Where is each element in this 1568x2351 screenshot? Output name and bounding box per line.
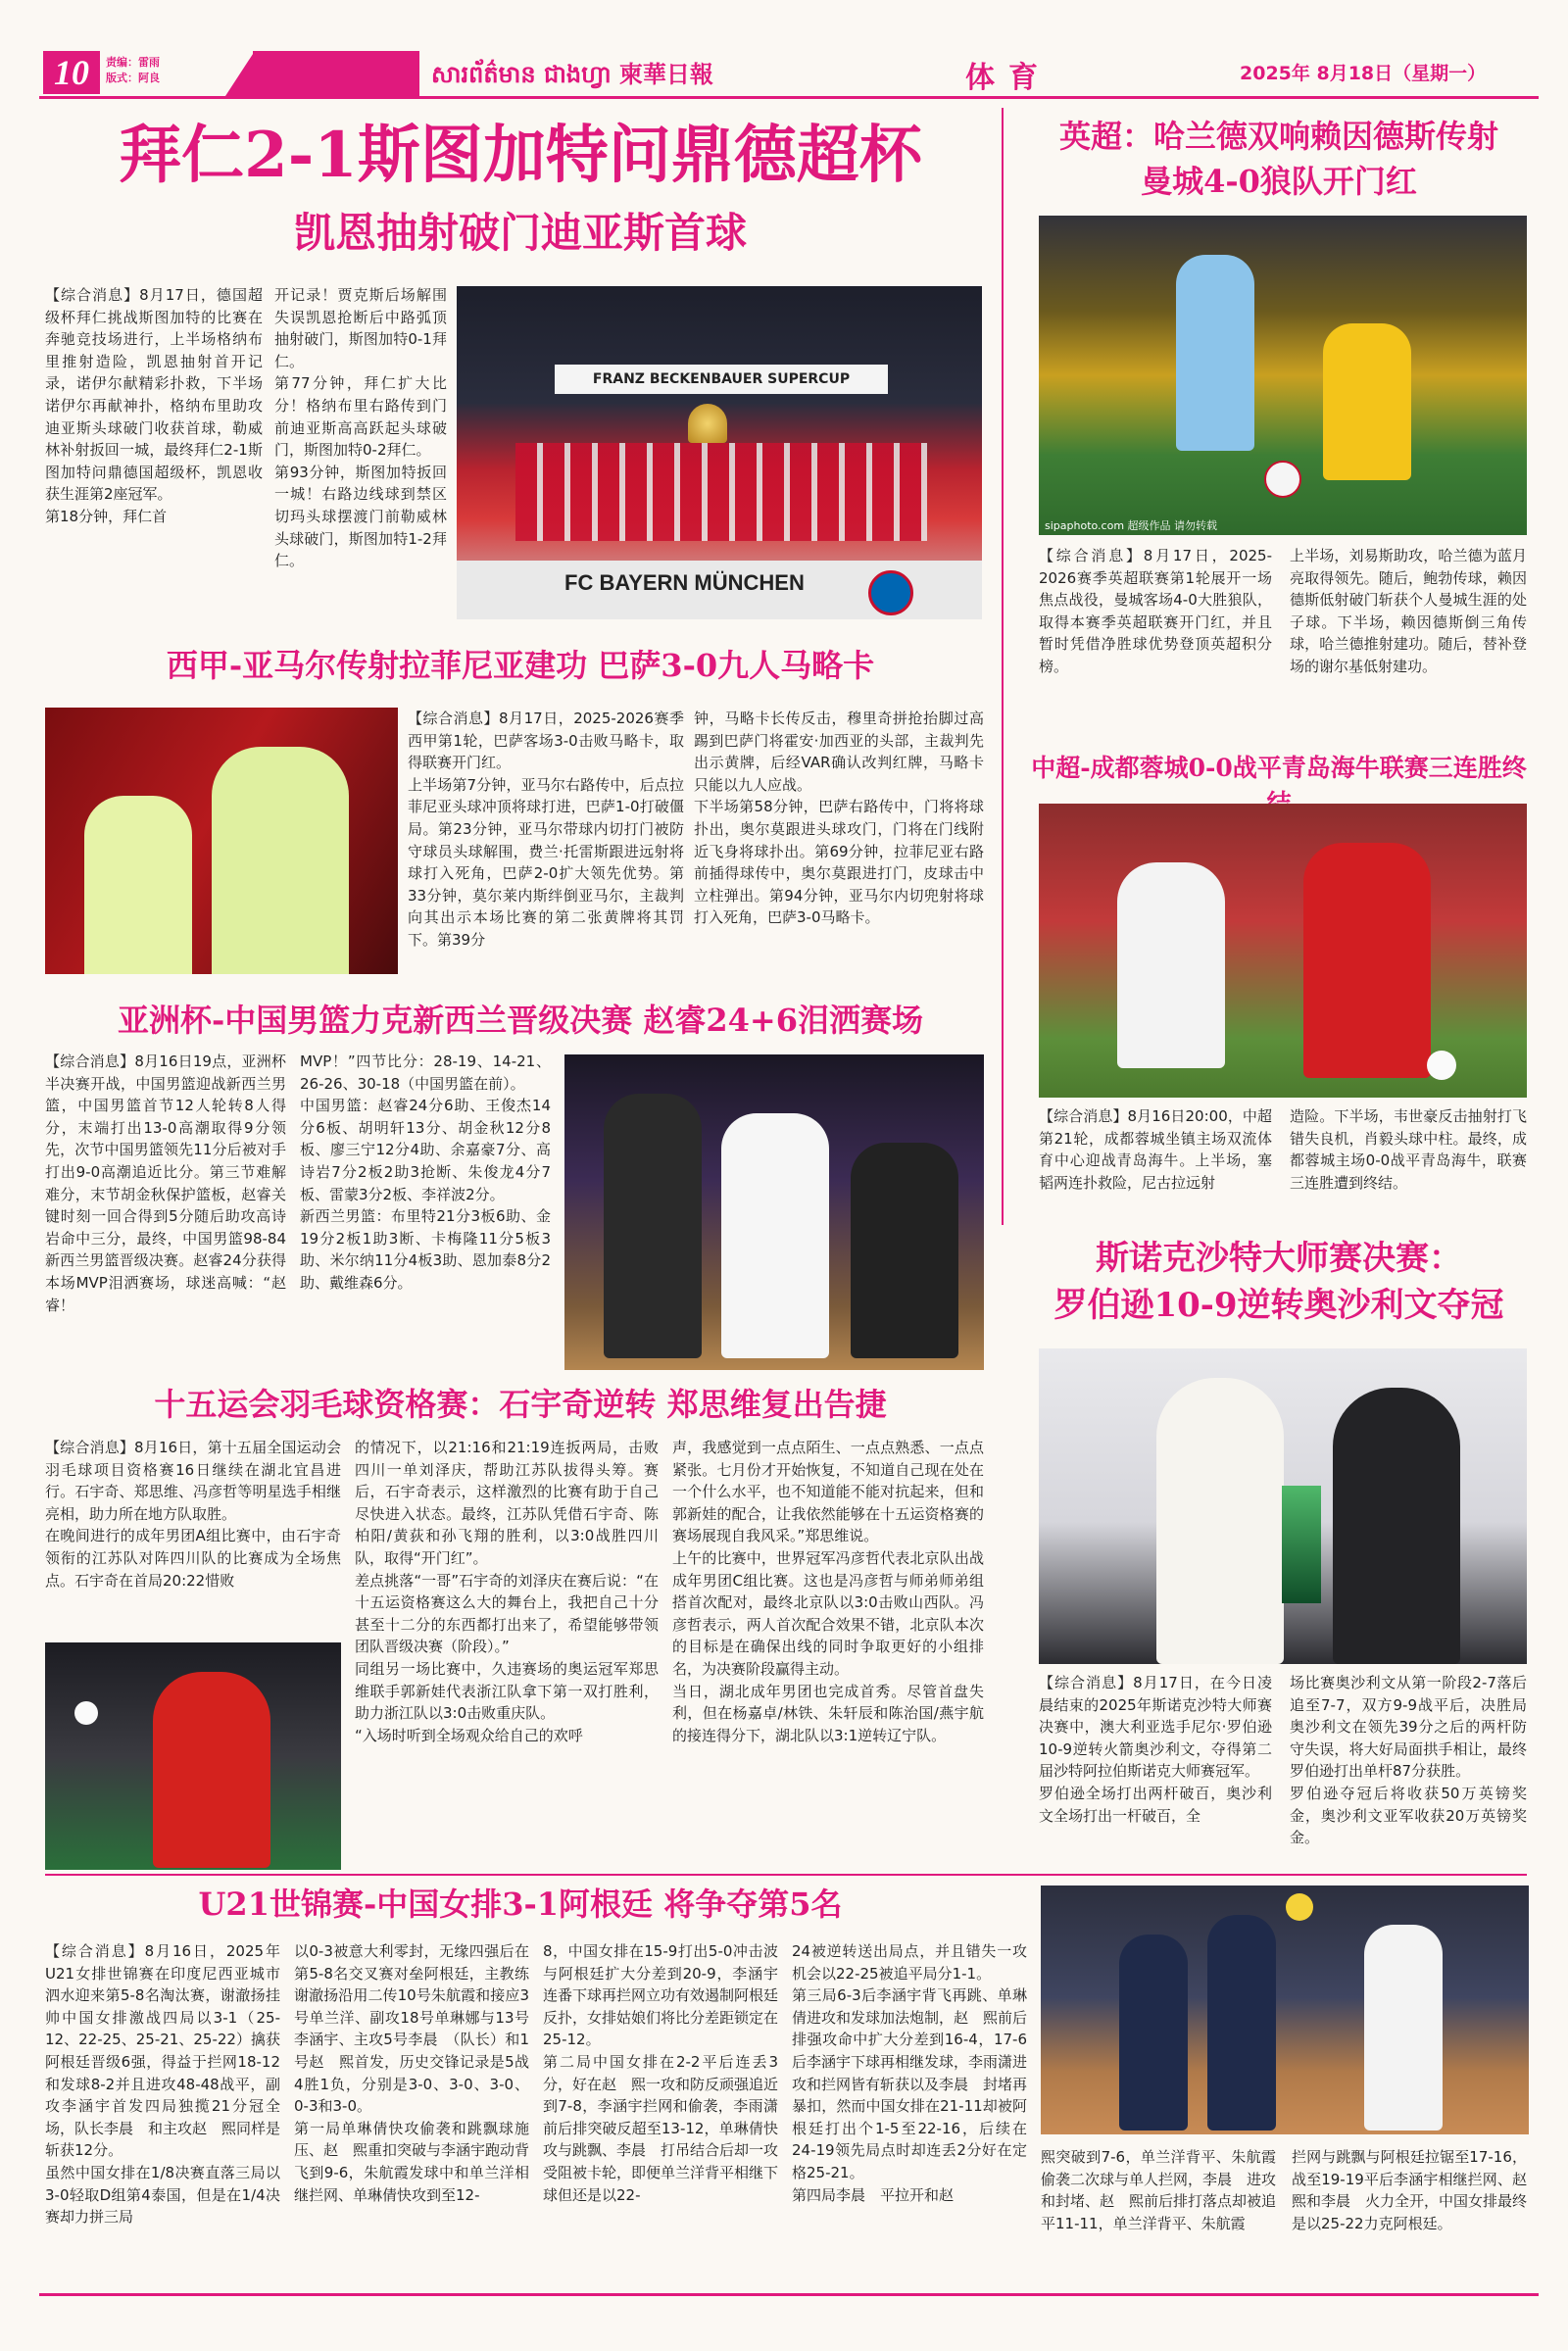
volleyball-text-col4: 24被逆转送出局点，并且错失一攻机会以22-25被追平局分1-1。 第三局6-3后李涵宇背飞再跳、单琳倩进攻和发球加法炮制，赵 熙前后排强攻命中扩大分差到16-4，17-6后李涵宇下球再相继发球，李雨潇进攻和拦网皆有斩获以及李晨 封堵再暴扣，然而中国女排在21-11却被阿根廷打出个1-5至22-16，后续在24-19领先局点时却连丢2分好在定格25-21。 第四局李晨 平拉开和赵 [792,1942,1028,2204]
shi-yuqi-figure [153,1672,270,1868]
csl-headline: 中超-成都蓉城0-0战平青岛海牛联赛三连胜终 [1031,754,1527,782]
chengdu-player [1303,843,1431,1078]
presenter-figure [1156,1378,1284,1664]
bayern-text-col2: 开记录！贾克斯后场解围失误凯恩抢断后中路弧顶抽射破门，斯图加特0-1拜仁。 第77分钟，拜仁扩大比分！格纳布里右路传到门前迪亚斯高高跃起头球破门，斯图加特0-2拜仁。 第93分钟，斯图加特扳回一城！右路边线球到禁区切玛头球摆渡门前勒威林头球破门，斯图加特1-2拜仁。 [274,286,447,570]
editor-line-1: 责编：雷雨 [106,56,160,69]
volleyball-text-col1: 【综合消息】8月16日，2025年U21女排世锦赛在印度尼西亚城市泗水迎来第5-8名淘汰赛，谢澈扬挂帅中国女排激战四局以3-1（25-12、22-25、25-21、25-22）擒获阿根廷晋级6强，得益于拦网18-12和发球8-2并且进攻48-48战平，副攻李涵宇首发四局独揽21分冠全场，队长李晨 和主攻赵 熙同样是斩获12分。 虽然中国女排在1/8决赛直落三局以3-0轻取D组第4泰国，但是在1/4决赛却力拼三局 [45,1942,281,2227]
qingdao-player [1117,862,1225,1068]
editor-credits [106,55,160,86]
china-player-volleyball [1364,1925,1443,2131]
section-title: 体育 [965,61,1052,95]
header-rule [39,96,1539,99]
editor-line-2: 版式：阿良 [106,72,160,84]
volleyball-text-col3: 8，中国女排在15-9打出5-0冲击波与阿根廷扩大分差到20-9，李涵宇连番下球再拦网立功有效遏制阿根廷反扑，女排姑娘们将比分差距锁定在25-12。 第二局中国女排在2-2平后连丢3分，好在赵 熙一攻和防反顽强追近到7-8，李涵宇拦网和偷袭，李雨潇前后排突破反超至13-12，单琳倩快攻与跳飘、李晨 打吊结合后却一攻受阻被卡轮，即便单兰洋背平相继下球但还是以22- [543,1942,779,2204]
volleyball-text-col5: 熙突破到7-6，单兰洋背平、朱航霞偷袭二次球与单人拦网，李晨 进攻和封堵、赵 熙前后排打落点却被追平11-11，单兰洋背平、朱航霞 [1041,2148,1277,2232]
badminton-photo [45,1642,341,1870]
trophy-icon [688,404,727,443]
argentina-player-2 [1207,1915,1276,2131]
bayern-headline: 拜仁2-1斯图加特问鼎德超杯 [119,119,922,192]
shuttlecock-icon [74,1701,98,1725]
csl-text-col2: 造险。下半场，韦世豪反击抽射打飞错失良机，肖毅头球中柱。最终，成都蓉城主场0-0战平青岛海牛，联赛三连胜遭到终结。 [1290,1107,1527,1192]
basketball-text-col2: MVP！”四节比分：28-19、14-21、26-26、30-18（中国男篮在前）。 中国男篮：赵睿24分6助、王俊杰14分6板、胡明轩13分、胡金秋12分8板、廖三宁12分4助、余嘉豪7分、高诗岩7分2板2助3抢断、朱俊龙4分7板、雷蒙3分2板、李祥波2分。 新西兰男篮：布里特21分3板6助、金19分2板1助3断、卡梅隆11分5板3助、米尔纳11分4板3助、恩加泰8分2助、戴维森6分。 [300,1053,551,1292]
basketball-headline: 亚洲杯-中国男篮力克新西兰晋级决赛 赵睿24+6泪洒赛场 [117,1002,924,1039]
masthead: សារព័ត៌មាន ជាងហ្វា 柬華日報 [431,60,713,88]
snooker-text-col1: 【综合消息】8月17日，在今日凌晨结束的2025年斯诺克沙特大师赛决赛中，澳大利亚选手尼尔·罗伯逊10-9逆转火箭奥沙利文，夺得第二届沙特阿拉伯斯诺克大师赛冠军。 罗伯逊全场打出两杆破百，奥沙利文全场打出一杆破百，全 [1039,1674,1272,1825]
header-slant-decoration [225,51,255,96]
trophy-icon-snooker [1282,1486,1321,1603]
fcb-banner: FC BAYERN MÜNCHEN [564,570,805,595]
supercup-banner: FRANZ BECKENBAUER SUPERCUP [555,365,888,394]
header-bar-decoration [253,51,419,96]
premier-match-photo [1039,216,1527,535]
badminton-text-col3: 声，我感觉到一点点陌生、一点点熟悉、一点点紧张。七月份才开始恢复，不知道自己现在处在一个什么水平，也不知道能不能对抗起来，但和郭新娃的配合，让我依然能够在十五运资格赛的赛场展现自我风采。”郑思维说。 上午的比赛中，世界冠军冯彦哲代表北京队出战成年男团C组比赛。这也是冯彦哲与师弟师弟组搭首次配对，最终北京队以3:0击败山西队。冯彦哲表示，两人首次配合效果不错，北京队本次的目标是在确保出线的同时争取更好的小组排名，为决赛阶段赢得主动。 当日，湖北成年男团也完成首秀。尽管首盘失利，但在杨嘉卓/林铁、朱轩辰和陈治国/燕宇航的接连得分下，湖北队以3:1逆转辽宁队。 [672,1439,984,1744]
snooker-headline-1: 斯诺克沙特大师赛决赛： [1096,1239,1462,1278]
premier-headline-2: 曼城4-0狼队开门红 [1141,163,1417,200]
bayern-text-col1: 【综合消息】8月17日，德国超级杯拜仁挑战斯图加特的比赛在奔驰竞技场进行，上半场格纳布里推射造险，凯恩抽射首开记录，诺伊尔献精彩扑救，下半场诺伊尔再献神扑，格纳布里助攻迪亚斯头球破门收获首球，勒威林补射扳回一城，最终拜仁2-1斯图加特问鼎德国超级杯，凯恩收获生涯第2座冠军。 第18分钟，拜仁首 [45,286,263,525]
csl-text-col1: 【综合消息】8月16日20:00，中超第21轮，成都蓉城坐镇主场双流体育中心迎战青岛海牛。上半场，塞韬两连扑救险，尼古拉远射 [1039,1107,1272,1192]
city-player [1176,255,1254,451]
badminton-text-col2: 的情况下，以21:16和21:19连扳两局，击败四川一单刘泽庆，帮助江苏队拔得头筹。赛后，石宇奇表示，这样激烈的比赛有助于自己尽快进入状态。最终，江苏队凭借石宇奇、陈柏阳/黄荻和孙飞翔的胜利，以3:0战胜四川队，取得“开门红”。 差点挑落“一哥”石宇奇的刘泽庆在赛后说：“在十五运资格赛这么大的舞台上，我把自己十分甚至十二分的东西都打出来了，希望能够带领团队晋级决赛（阶段）。” 同组另一场比赛中，久违赛场的奥运冠军郑思维联手郭新娃代表浙江队拿下第一双打胜利，助力浙江队以3:0击败重庆队。 “入场时听到全场观众给自己的欢呼 [355,1439,659,1744]
csl-match-photo [1039,804,1527,1098]
volleyball-icon [1286,1893,1313,1921]
premier-text-col2: 上半场，刘易斯助攻，哈兰德为蓝月亮取得领先。随后，鲍勃传球，赖因德斯低射破门斩获个人曼城生涯的处子球。下半场，赖因德斯倒三角传球，哈兰德推射建功。随后，替补登场的谢尔基低射建功。 [1290,547,1527,675]
snooker-trophy-photo [1039,1348,1527,1664]
volleyball-headline: U21世锦赛-中国女排3-1阿根廷 将争夺第5名 [198,1886,843,1923]
wolves-player [1323,323,1411,480]
laliga-celebration-photo [45,708,398,974]
bayern-trophy-photo [457,286,982,619]
robertson-figure [1333,1388,1460,1664]
players-group [515,443,927,541]
volleyball-top-rule [45,1874,1527,1876]
snooker-headline-2: 罗伯逊10-9逆转奥沙利文夺冠 [1054,1286,1504,1325]
basketball-text-col1: 【综合消息】8月16日19点，亚洲杯半决赛开战，中国男篮迎战新西兰男篮，中国男篮首节12人轮转8人得分，末端打出13-0高潮取得9分领先，次节中国男篮领先11分后被对手打出9-0高潮追近比分。第三节难解难分，末节胡金秋保护篮板，赵睿关键时刻一回合得到5分随后助攻高诗岩命中三分，最终，中国男篮98-84新西兰男篮晋级决赛。赵睿24分获得本场MVP泪洒赛场，球迷高喊：“赵睿！ [45,1053,286,1314]
barca-player-1 [84,796,192,974]
bayern-subhead: 凯恩抽射破门迪亚斯首球 [293,209,747,257]
issue-date: 2025年 8月18日（星期一） [1240,63,1487,84]
column-divider [1002,108,1004,1225]
laliga-text-col1: 【综合消息】8月17日，2025-2026赛季西甲第1轮，巴萨客场3-0击败马略卡，取得联赛开门红。 上半场第7分钟，亚马尔右路传中，后点拉菲尼亚头球冲顶将球打进，巴萨1-0打破僵局。第23分钟，亚马尔带球内切打门被防守球员头球解围，费兰·托雷斯跟进远射将球打入死角，巴萨2-0扩大领先优势。第33分钟，莫尔莱内斯绊倒亚马尔，主裁判向其出示本场比赛的第二张黄牌将其罚下。第39分 [408,710,684,949]
snooker-text-col2: 场比赛奥沙利文从第一阶段2-7落后追至7-7，双方9-9战平后，决胜局奥沙利文在领先39分之后的两杆防守失误，将大好局面拱手相让，最终罗伯逊打出单杆87分获胜。 罗伯逊夺冠后将收获50万英镑奖金，奥沙利文亚军收获20万英镑奖金。 [1290,1674,1527,1847]
basketball-photo [564,1054,984,1370]
volleyball-photo [1041,1886,1529,2134]
premier-headline-1: 英超：哈兰德双响赖因德斯传射 [1058,118,1498,155]
volleyball-text-col6: 拦网与跳飘与阿根廷拉锯至17-16，战至19-19平后李涵宇相继拦网、赵 熙和李晨 火力全开，中国女排最终是以25-22力克阿根廷。 [1292,2148,1543,2232]
badminton-headline: 十五运会羽毛球资格赛：石宇奇逆转 郑思维复出告捷 [154,1386,887,1423]
volleyball-text-col2: 以0-3被意大利零封，无缘四强后在第5-8名交叉赛对垒阿根廷，主教练谢澈扬沿用二传10号朱航霞和接应3号单兰洋、副攻18号单琳娜与13号李涵宇、主攻5号李晨 （队长）和1号赵 熙首发，历史交锋记录是5战4胜1负，分别是3-0、3-0、3-0、0-3和3-0。 第一局单琳倩快攻偷袭和跳飘球施压、赵 熙重扣突破与李涵宇跑动背飞到9-6，朱航霞发球中和单兰洋相继拦网、单琳倩快攻到至12- [294,1942,530,2204]
footer-rule [39,2293,1539,2296]
badminton-text-col1: 【综合消息】8月16日，第十五届全国运动会羽毛球项目资格赛16日继续在湖北宜昌进行。石宇奇、郑思维、冯彦哲等明星选手相继亮相，助力所在地方队取胜。 在晚间进行的成年男团A组比赛中，由石宇奇领衔的江苏队对阵四川队的比赛成为全场焦点。石宇奇在首局20:22惜败 [45,1439,341,1590]
bayern-logo-icon [868,570,913,615]
premier-text-col1: 【综合消息】8月17日，2025-2026赛季英超联赛第1轮展开一场焦点战役，曼城客场4-0大胜狼队，取得本赛季英超联赛开门红，并且暂时凭借净胜球优势登顶英超积分榜。 [1039,547,1272,675]
laliga-text-col2: 钟，马略卡长传反击，穆里奇拼抢抬脚过高踢到巴萨门将霍安·加西亚的头部，主裁判先出示黄牌，后经VAR确认改判红牌，马略卡只能以九人应战。 下半场第58分钟，巴萨右路传中，门将将球扑出，奥尔莫跟进头球攻门，门将在门线附近飞身将球扑出。第69分钟，拉菲尼亚右路前插得球传中，奥尔莫跟进打门，皮球击中立柱弹出。第94分钟，亚马尔内切兜射将球打入死角，巴萨3-0马略卡。 [694,710,984,927]
nz-player-1 [604,1094,702,1358]
csl-ball-icon [1427,1051,1456,1080]
photo-credit: sipaphoto.com 超级作品 请勿转载 [1045,519,1218,532]
china-player [721,1113,829,1358]
ball-icon [1264,461,1301,498]
argentina-player-1 [1119,1935,1188,2131]
barca-player-2 [212,747,349,974]
nz-player-2 [851,1143,958,1358]
laliga-headline: 西甲-亚马尔传射拉菲尼亚建功 巴萨3-0九人马略卡 [166,647,875,684]
page-number: 10 [43,51,100,94]
